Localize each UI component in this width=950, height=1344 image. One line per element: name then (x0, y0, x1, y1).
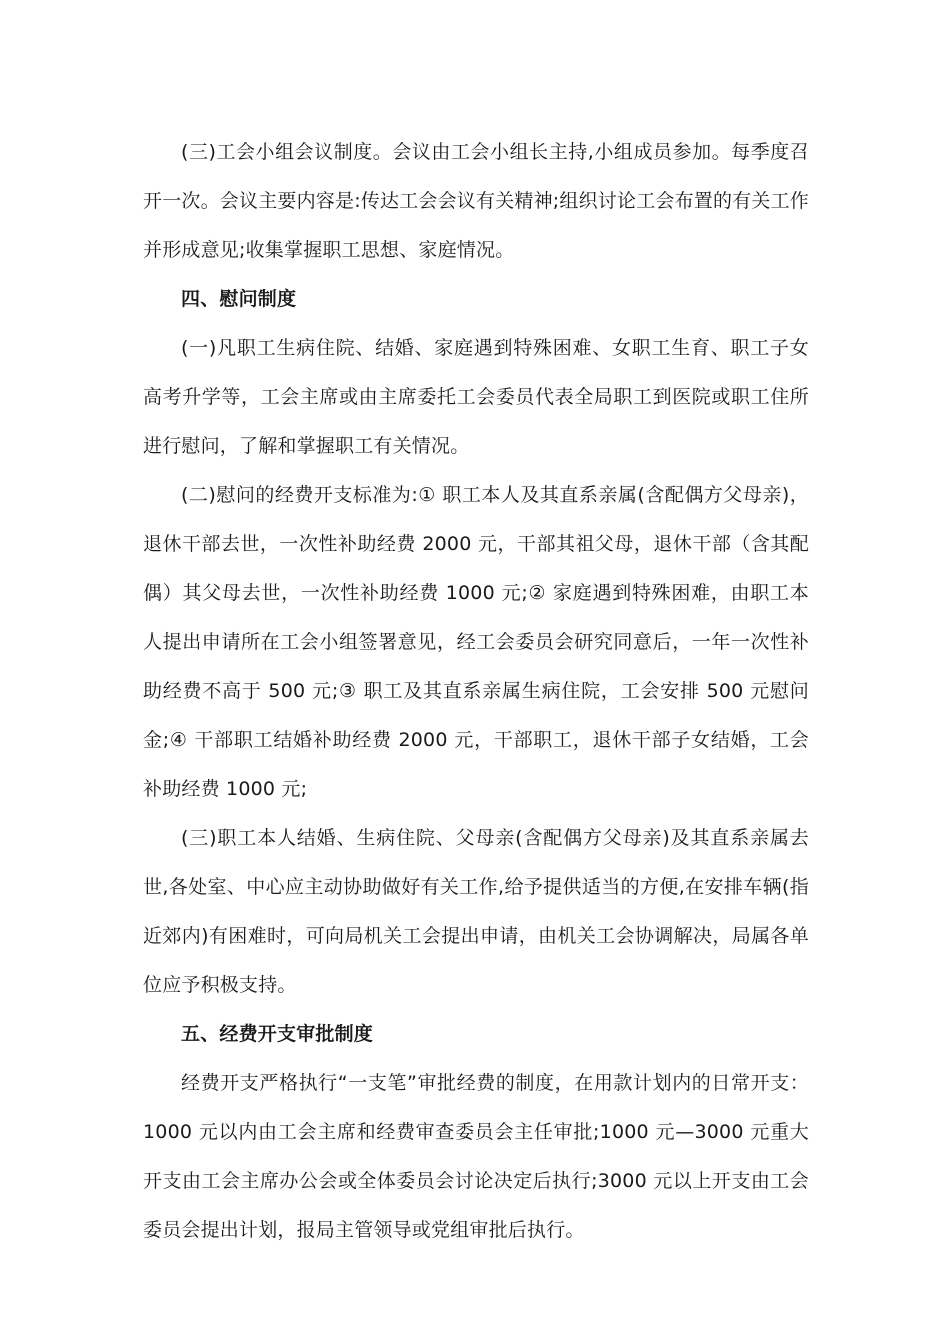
paragraph-union-group-meeting: (三)工会小组会议制度。会议由工会小组长主持,小组成员参加。每季度召开一次。会议主要内容是:传达工会会议有关精神;组织讨论工会布置的有关工作并形成意见;收集掌握职工思想、家庭情况。 (143, 141, 810, 261)
paragraph-condolence-expense-standards: (二)慰问的经费开支标准为:① 职工本人及其直系亲属(含配偶方父母亲)，退休干部去世，一次性补助经费 2000 元，干部其祖父母，退休干部（含其配偶）其父母去世，一次性补助经费 1000 元;② 家庭遇到特殊困难，由职工本人提出申请所在工会小组签署意见，经工会委员会研究同意后，一年一次性补助经费不高于 500 元;③ 职工及其直系亲属生病住院，工会安排 500 元慰问金;④ 干部职工结婚补助经费 2000 元，干部职工，退休干部子女结婚，工会补助经费 1000 元; (143, 484, 809, 800)
document-page (143, 128, 809, 1255)
paragraph-expense-approval: 经费开支严格执行“一支笔”审批经费的制度，在用款计划内的日常开支：1000 元以内由工会主席和经费审查委员会主任审批;1000 元—3000 元重大开支由工会主席办公会或全体委员会讨论决定后执行;3000 元以上开支由工会委员会提出计划，报局主管领导或党组审批后执行。 (143, 1072, 809, 1241)
heading-expense-approval-system: 五、经费开支审批制度 (181, 1023, 374, 1045)
heading-condolence-system: 四、慰问制度 (181, 288, 297, 310)
paragraph-condolence-assistance: (三)职工本人结婚、生病住院、父母亲(含配偶方父母亲)及其直系亲属去世,各处室、中心应主动协助做好有关工作,给予提供适当的方便,在安排车辆(指近郊内)有困难时，可向局机关工会提出申请，由机关工会协调解决，局属各单位应予积极支持。 (143, 827, 809, 996)
paragraph-condolence-visits: (一)凡职工生病住院、结婚、家庭遇到特殊困难、女职工生育、职工子女高考升学等，工会主席或由主席委托工会委员代表全局职工到医院或职工住所进行慰问，了解和掌握职工有关情况。 (143, 337, 809, 457)
